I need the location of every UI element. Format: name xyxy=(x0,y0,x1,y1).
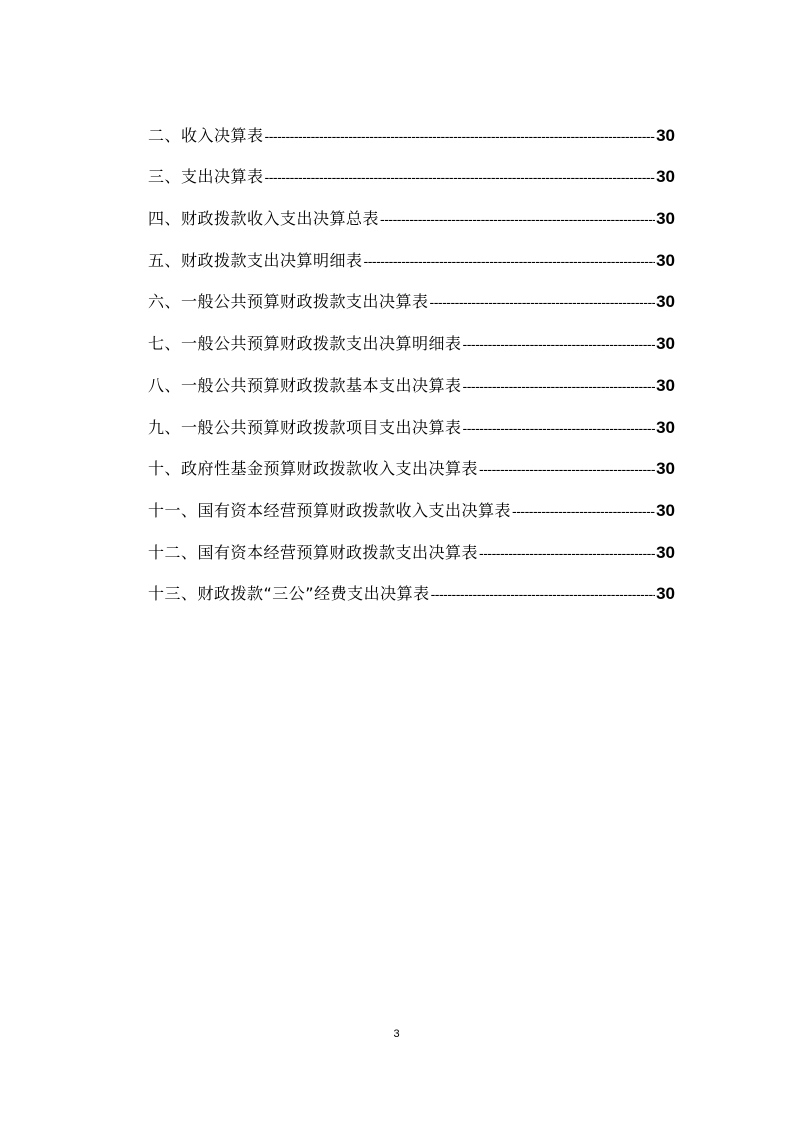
toc-dot-leader xyxy=(512,506,655,519)
toc-entry[interactable] xyxy=(148,519,675,561)
toc-dot-leader xyxy=(463,423,656,436)
toc-dot-leader xyxy=(430,297,656,310)
toc-entry-title: 八、一般公共预算财政拨款基本支出决算表 xyxy=(148,375,462,395)
toc-entry-title: 十三、财政拨款“三公”经费支出决算表 xyxy=(148,584,430,604)
toc-entry-title: 十一、国有资本经营预算财政拨款收入支出决算表 xyxy=(148,500,512,520)
toc-entry-page: 30 xyxy=(656,167,675,187)
toc-entry-title: 三、支出决算表 xyxy=(148,167,264,187)
toc-dot-leader xyxy=(479,464,655,477)
table-of-contents xyxy=(148,102,675,602)
toc-entry-title: 十二、国有资本经营预算财政拨款支出决算表 xyxy=(148,542,479,562)
page-number: 3 xyxy=(393,1028,400,1040)
toc-dot-leader xyxy=(380,214,655,227)
toc-entry-page: 30 xyxy=(656,375,675,395)
toc-dot-leader xyxy=(463,381,656,394)
toc-entry-page: 30 xyxy=(656,417,675,437)
toc-entry[interactable] xyxy=(148,310,675,352)
toc-dot-leader xyxy=(479,548,655,561)
toc-entry-title: 六、一般公共预算财政拨款支出决算表 xyxy=(148,292,429,312)
toc-dot-leader xyxy=(463,339,656,352)
toc-entry-page: 30 xyxy=(656,500,675,520)
toc-entry-page: 30 xyxy=(656,459,675,479)
toc-entry-page: 30 xyxy=(656,292,675,312)
toc-entry-title: 五、财政拨款支出决算明细表 xyxy=(148,250,363,270)
toc-entry-page: 30 xyxy=(656,250,675,270)
toc-entry-page: 30 xyxy=(656,334,675,354)
toc-entry-page: 30 xyxy=(656,542,675,562)
toc-entry-title: 四、财政拨款收入支出决算总表 xyxy=(148,209,380,229)
toc-entry-title: 七、一般公共预算财政拨款支出决算明细表 xyxy=(148,334,462,354)
toc-dot-leader xyxy=(265,172,656,185)
toc-entry[interactable] xyxy=(148,144,675,186)
toc-entry[interactable] xyxy=(148,436,675,478)
toc-dot-leader xyxy=(431,589,655,602)
toc-entry[interactable] xyxy=(148,352,675,394)
toc-entry[interactable] xyxy=(148,269,675,311)
toc-entry[interactable] xyxy=(148,394,675,436)
toc-entry-title: 二、收入决算表 xyxy=(148,125,264,145)
toc-dot-leader xyxy=(364,256,656,269)
toc-entry[interactable] xyxy=(148,185,675,227)
toc-entry[interactable] xyxy=(148,227,675,269)
toc-entry[interactable] xyxy=(148,561,675,603)
toc-entry[interactable] xyxy=(148,102,675,144)
toc-entry-page: 30 xyxy=(656,209,675,229)
toc-dot-leader xyxy=(265,131,656,144)
toc-entry-page: 30 xyxy=(656,125,675,145)
toc-entry-title: 九、一般公共预算财政拨款项目支出决算表 xyxy=(148,417,462,437)
toc-entry-title: 十、政府性基金预算财政拨款收入支出决算表 xyxy=(148,459,479,479)
toc-entry[interactable] xyxy=(148,477,675,519)
toc-entry-page: 30 xyxy=(656,584,675,604)
